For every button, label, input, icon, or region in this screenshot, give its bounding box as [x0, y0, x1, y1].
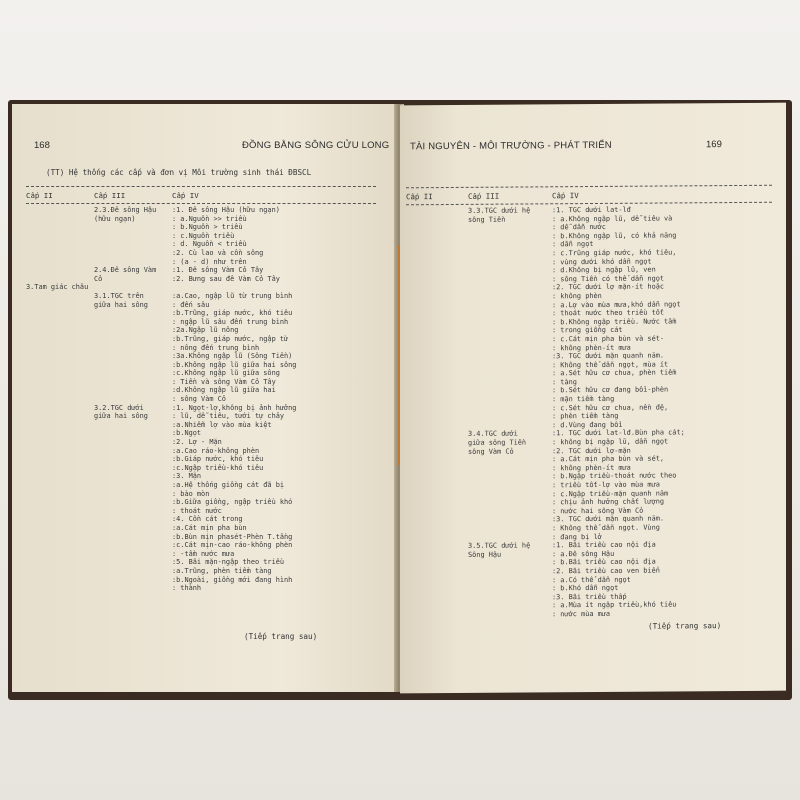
cell-c3 — [94, 541, 172, 550]
right-rows — [406, 205, 772, 620]
table-rule — [26, 186, 376, 187]
table-row — [26, 378, 376, 387]
cell-c4: :a.Trũng, phèn tiềm tàng — [172, 566, 272, 575]
cell-c4: :3. Bãi triều thấp — [552, 592, 627, 602]
table-row — [26, 223, 376, 232]
table-row — [26, 249, 376, 258]
cell-c4: : d.Vùng đang bồi — [552, 420, 623, 430]
table-row — [26, 266, 376, 275]
table-row — [26, 550, 376, 559]
cell-c3 — [94, 472, 172, 481]
cell-c4: : không phèn — [552, 291, 602, 301]
cell-c4: :1. Bãi triều cao nội địa — [552, 540, 656, 550]
cell-c2 — [26, 361, 94, 370]
cell-c4: :1. Đê sông Hậu (hữu ngạn) — [172, 206, 280, 214]
left-table — [26, 184, 376, 593]
cell-c2 — [26, 464, 94, 473]
cell-c4: :2. Bưng sau đê Vàm Cỏ Tây — [172, 274, 280, 283]
cell-c4: : không phèn-ít mưa — [552, 343, 631, 352]
table-row — [26, 318, 376, 327]
cell-c2 — [26, 258, 94, 267]
cell-c3: 3.1.TGC trên — [94, 291, 144, 300]
header-cap-iv: Cấp IV — [172, 190, 199, 200]
cell-c2 — [26, 249, 94, 258]
cell-c3 — [94, 318, 172, 327]
table-row — [26, 301, 376, 310]
table-row — [26, 455, 376, 464]
cell-c4: :b.Giữa giồng, ngập triều khó — [172, 498, 293, 507]
cell-c4: : mặn tiềm tàng — [552, 394, 615, 404]
cell-c4: : (a - d) như trên — [172, 257, 247, 266]
cell-c2 — [26, 567, 94, 576]
header-cap-ii: Cấp II — [26, 190, 53, 200]
cell-c4: : không bị ngập lũ, dẫn ngọt — [552, 437, 669, 447]
table-row — [26, 515, 376, 524]
cell-c2 — [26, 301, 94, 310]
cell-c4: : không phèn-ít mưa — [552, 463, 631, 473]
cell-c3 — [94, 386, 172, 395]
cell-c4: : bào mòn — [172, 489, 210, 498]
cell-c2 — [26, 326, 94, 335]
table-title: (TT) Hệ thống các cấp và đơn vị Môi trường sinh thái ĐBSCL — [46, 168, 312, 177]
cell-c4: :1. TGC dưới lat-lđ.Bùn pha cát; — [552, 428, 685, 438]
cell-c2 — [26, 292, 94, 301]
cell-c4: : c.Nguồn triều — [172, 231, 235, 240]
cell-c4: : thoát nước — [172, 506, 222, 515]
cell-c3 — [94, 558, 172, 567]
table-row — [26, 309, 376, 318]
cell-c3 — [94, 447, 172, 456]
cell-c3 — [94, 223, 172, 232]
cell-c3: sông Vàm Cỏ — [468, 447, 514, 456]
table-row — [26, 232, 376, 241]
cell-c4: : Tiền và sông Vàm Cỏ Tây — [172, 377, 276, 386]
cell-c4: :b.Không ngập lũ giữa hai sông — [172, 360, 297, 369]
cell-c4: :3a.Không ngập lũ (Sông Tiền) — [172, 352, 293, 361]
cell-c2 — [26, 455, 94, 464]
table-row — [26, 584, 376, 593]
cell-c2 — [26, 576, 94, 585]
table-row — [26, 541, 376, 550]
cell-c4: : a.Đê sông Hậu — [552, 549, 615, 559]
cell-c4: :b.Bùn mịn phasét-Phèn T.tầng — [172, 532, 293, 541]
left-continued-note: (Tiếp trang sau) — [244, 632, 318, 641]
cell-c4: :2. TGC dưới lợ mặn-ít hoặc — [552, 282, 665, 292]
table-row — [26, 361, 376, 370]
cell-c4: :b.Trũng, giáp nước, khó tiêu — [172, 309, 293, 318]
table-row — [26, 344, 376, 353]
cell-c4: : c.Cát mịn pha bùn và sét- — [552, 334, 665, 344]
table-row — [26, 429, 376, 438]
cell-c4: :c.Ngập triều-khó tiêu — [172, 463, 264, 472]
left-rows — [26, 206, 376, 593]
right-table — [406, 183, 772, 620]
cell-c4: : d. Nguồn < triều — [172, 240, 247, 249]
cell-c2 — [26, 412, 94, 421]
cell-c2 — [26, 309, 94, 318]
cell-c4: : c.Sét hữu cơ chua, nền đệ, — [552, 403, 669, 412]
cell-c3 — [94, 533, 172, 542]
cell-c3 — [94, 490, 172, 499]
table-row — [26, 567, 376, 576]
cell-c3 — [94, 421, 172, 430]
cell-c3 — [94, 524, 172, 533]
table-row — [26, 481, 376, 490]
cell-c4: :d.Không ngập lũ giữa hai — [172, 386, 276, 395]
cell-c4: : lũ, dễ tiêu, tưới tự chảy — [172, 412, 285, 421]
cell-c2 — [26, 378, 94, 387]
cell-c2 — [406, 611, 468, 620]
cell-c4: :b.Giáp nước, khó tiêu — [172, 455, 264, 464]
cell-c3 — [94, 335, 172, 344]
cell-c4: :4. Cồn cát trong — [172, 515, 243, 524]
right-running-header: TÀI NGUYÊN - MÔI TRƯỜNG - PHÁT TRIỂN — [410, 139, 612, 153]
table-row — [26, 369, 376, 378]
cell-c4: : b.Nguồn > triều — [172, 223, 243, 232]
cell-c4: :3. TGC dưới mặn quanh năm. — [552, 351, 665, 361]
cell-c3 — [94, 283, 172, 292]
cell-c3 — [94, 584, 172, 593]
cell-c4: : a.Không ngập lũ, dễ tiêu và — [552, 214, 673, 223]
cell-c2 — [26, 533, 94, 542]
cell-c2 — [26, 507, 94, 516]
cell-c2 — [26, 240, 94, 249]
cell-c2 — [26, 344, 94, 353]
table-header — [406, 188, 772, 203]
cell-c3 — [94, 464, 172, 473]
cell-c3 — [94, 550, 172, 559]
table-header — [26, 189, 376, 201]
cell-c3: Sông Hậu — [468, 550, 502, 559]
cell-c3: sông Tiền — [468, 215, 506, 224]
cell-c3 — [94, 258, 172, 267]
cell-c4: :1. TGC dưới lat-lđ — [552, 205, 631, 215]
cell-c4: :3. TGC dưới mặn quanh năm. — [552, 514, 665, 524]
cell-c4: : Không thể dẫn ngọt, mùa ít — [552, 360, 669, 369]
cell-c4: : c.Ngập triều-mặn quanh năm — [552, 489, 669, 498]
cell-c3 — [94, 481, 172, 490]
cell-c4: : a.Nguồn >> triều — [172, 214, 247, 223]
table-row — [26, 524, 376, 533]
cell-c4: :2a.Ngập lũ nông — [172, 326, 239, 335]
cell-c3: giữa hai sông — [94, 300, 148, 309]
cell-c4: : vùng dưới khó dẫn ngọt — [552, 257, 652, 266]
cell-c4: : thoát nước theo triều tốt — [552, 308, 665, 318]
cell-c4: : b.Ngập triều-thoát nước theo — [552, 471, 677, 481]
cell-c4: : b.Sét hữu cơ đang bồi-phèn — [552, 385, 669, 395]
table-row — [26, 395, 376, 404]
cell-c4: : sông Tiền có thể dẫn ngọt — [552, 274, 665, 284]
cell-c3 — [94, 344, 172, 353]
header-cap-iii: Cấp III — [94, 190, 126, 200]
cell-c4: :b.Trũng, giáp nước, ngập từ — [172, 334, 289, 343]
cell-c2 — [26, 481, 94, 490]
cell-c4: : dẫn ngọt — [552, 240, 594, 249]
cell-c2 — [26, 395, 94, 404]
table-row — [26, 533, 376, 542]
table-row — [26, 386, 376, 395]
cell-c4: : chịu ảnh hưởng chất lượng — [552, 497, 665, 507]
table-row — [26, 258, 376, 267]
cell-c4: : trong giồng cát — [552, 326, 623, 335]
cell-c4: : Không thể dẫn ngọt. Vùng — [552, 523, 660, 533]
cell-c3: 3.2.TGC dưới — [94, 403, 144, 412]
cell-c2 — [26, 558, 94, 567]
table-row — [26, 507, 376, 516]
cell-c4: : nông đến trung bình — [172, 343, 260, 352]
cell-c4: : b.Khó dẫn ngọt — [552, 583, 619, 593]
table-row — [406, 609, 772, 620]
table-row — [26, 335, 376, 344]
cell-c4: : dễ dẫn nước — [552, 223, 606, 232]
cell-c3: Cỏ — [94, 274, 103, 283]
table-row — [26, 490, 376, 499]
cell-c4: :5. Bãi mặn-ngập theo triều — [172, 558, 285, 567]
cell-c4: : b.Không ngập triều. Nước tầm — [552, 317, 677, 327]
table-row — [26, 464, 376, 473]
cell-c3 — [94, 507, 172, 516]
table-row — [26, 292, 376, 301]
cell-c3 — [94, 369, 172, 378]
cell-c3 — [94, 352, 172, 361]
cell-c3 — [94, 361, 172, 370]
table-row — [26, 275, 376, 284]
cell-c4: :1. Đê sông Vàm Cỏ Tây — [172, 266, 264, 275]
cell-c3 — [94, 309, 172, 318]
cell-c4: : sông Vàm Cỏ — [172, 395, 226, 404]
table-row — [26, 438, 376, 447]
cell-c4: :2. Cù lao và cồn sông — [172, 248, 264, 257]
cell-c4: : tàng — [552, 377, 577, 387]
table-row — [26, 240, 376, 249]
table-rule — [26, 203, 376, 204]
cell-c4 — [172, 283, 376, 292]
cell-c4: : c.Trũng giáp nước, khó tiêu, — [552, 248, 677, 258]
cell-c2 — [26, 438, 94, 447]
cell-c4: :b.Ngọt — [172, 429, 202, 438]
cell-c3 — [94, 455, 172, 464]
cell-c2 — [26, 369, 94, 378]
cell-c4: :a.Nhiễm lợ vào mùa kiệt — [172, 420, 272, 429]
cell-c2 — [26, 515, 94, 524]
cell-c4: : nước mùa mưa — [552, 609, 611, 619]
left-page-number: 168 — [34, 140, 50, 151]
header-cap-iii: Cấp III — [468, 191, 500, 201]
table-row — [26, 558, 376, 567]
cell-c2 — [26, 550, 94, 559]
right-continued-note: (Tiếp trang sau) — [648, 621, 722, 631]
cell-c3 — [94, 567, 172, 576]
table-row — [26, 283, 376, 292]
cell-c2 — [26, 352, 94, 361]
cell-c2 — [26, 335, 94, 344]
table-row — [26, 215, 376, 224]
table-row — [26, 404, 376, 413]
cell-c3 — [468, 610, 552, 619]
header-cap-ii: Cấp II — [406, 191, 433, 201]
left-running-header: ĐỒNG BẰNG SÔNG CỬU LONG — [242, 140, 390, 151]
table-row — [26, 352, 376, 361]
table-row — [26, 412, 376, 421]
cell-c4: : a.Có thể dẫn ngọt — [552, 575, 631, 584]
cell-c4: : -tầm nước mưa — [172, 549, 235, 558]
cell-c4: : d.Không bị ngập lũ, ven — [552, 265, 656, 275]
header-cap-iv: Cấp IV — [552, 190, 579, 200]
cell-c3 — [94, 438, 172, 447]
cell-c4: :b.Ngoài, giồng mới đang hình — [172, 575, 293, 584]
right-page-number: 169 — [706, 139, 722, 151]
right-page — [400, 103, 786, 694]
cell-c4: :2. Bãi triều cao ven biển — [552, 566, 660, 576]
cell-c2 — [26, 275, 94, 284]
cell-c4: :a.Cao, ngập lũ từ trung bình — [172, 291, 293, 300]
cell-c4: : a.Mùa ít ngập triều,khó tiêu — [552, 600, 677, 610]
cell-c2 — [26, 266, 94, 275]
cell-c2 — [26, 524, 94, 533]
cell-c4: :2. TGC dưới lợ-mặn — [552, 446, 631, 455]
cell-c4: : triều tốt-lợ vào mùa mưa — [552, 480, 660, 490]
cell-c4: : phèn tiềm tàng — [552, 412, 619, 421]
cell-c4: :3. Mặn — [172, 472, 202, 481]
cell-c2 — [26, 206, 94, 215]
cell-c3: 3.5.TGC dưới hệ — [468, 541, 531, 551]
cell-c4: : đang bị lở — [552, 532, 602, 541]
table-row — [26, 421, 376, 430]
left-page — [12, 104, 398, 692]
cell-c4: : a.Lợ vào mùa mưa,khó dẫn ngọt — [552, 299, 681, 309]
cell-c4: : b.Bãi triều cao nội địa — [552, 557, 656, 567]
cell-c4: :a.Cao ráo-không phèn — [172, 446, 260, 455]
table-row — [26, 206, 376, 215]
cell-c4: :c.Không ngập lũ giữa sông — [172, 369, 280, 378]
cell-c2 — [26, 429, 94, 438]
cell-c3 — [94, 498, 172, 507]
cell-c2 — [26, 223, 94, 232]
cell-c3 — [94, 429, 172, 438]
cell-c3 — [94, 249, 172, 258]
cell-c4: : b.Không ngập lũ, có khả năng — [552, 231, 677, 241]
cell-c2 — [26, 447, 94, 456]
cell-c3: giữa sông Tiền — [468, 438, 527, 447]
table-row — [26, 576, 376, 585]
cell-c3: (hữu ngạn) — [94, 214, 136, 223]
cell-c3 — [94, 232, 172, 241]
cell-c2 — [26, 584, 94, 593]
cell-c2 — [26, 498, 94, 507]
cell-c2 — [26, 404, 94, 413]
cell-c3 — [94, 326, 172, 335]
cell-c4: : a.Cát mịn pha bùn và sét, — [552, 454, 665, 464]
cell-c3 — [94, 378, 172, 387]
cell-c3 — [94, 240, 172, 249]
cell-c3 — [94, 515, 172, 524]
cell-c3: giữa hai sông — [94, 412, 148, 421]
cell-c3 — [94, 576, 172, 585]
cell-c4: :1. Ngọt-lợ,không bị ảnh hưởng — [172, 403, 297, 412]
cell-c4: : thành — [172, 584, 202, 593]
cell-c3: 3.3.TGC dưới hệ — [468, 206, 531, 215]
cell-c2 — [26, 472, 94, 481]
cell-c4: :c.Cát mịn-cao ráo-không phèn — [172, 541, 293, 550]
cell-c4: :a.Cát mịn pha bùn — [172, 523, 247, 532]
cell-c2 — [26, 490, 94, 499]
cell-c3 — [94, 395, 172, 404]
cell-c4: : a.Sét hữu cơ chua, phèn tiềm — [552, 368, 677, 378]
cell-c2 — [26, 318, 94, 327]
table-row — [26, 472, 376, 481]
cell-c2 — [26, 232, 94, 241]
cell-c3: 3.4.TGC dưới — [468, 429, 518, 439]
cell-c4: :2. Lợ - Mặn — [172, 438, 222, 447]
cell-c2 — [26, 541, 94, 550]
cell-c2: 3.Tam giác châu — [26, 283, 89, 292]
cell-c2 — [26, 215, 94, 224]
table-row — [26, 498, 376, 507]
cell-c3: 2.4.Đê sông Vàm — [94, 266, 157, 275]
cell-c2 — [26, 421, 94, 430]
cell-c4: :a.Hệ thống giồng cát đã bị — [172, 481, 285, 489]
cell-c2 — [26, 386, 94, 395]
table-row — [26, 447, 376, 456]
table-row — [26, 326, 376, 335]
cell-c4: : đến sâu — [172, 300, 210, 309]
cell-c4: : nước hai sông Vàm Cỏ — [552, 506, 644, 516]
cell-c4: : ngập lũ sâu đến trung bình — [172, 317, 289, 326]
cell-c3: 2.3.Đê sông Hậu — [94, 206, 157, 214]
